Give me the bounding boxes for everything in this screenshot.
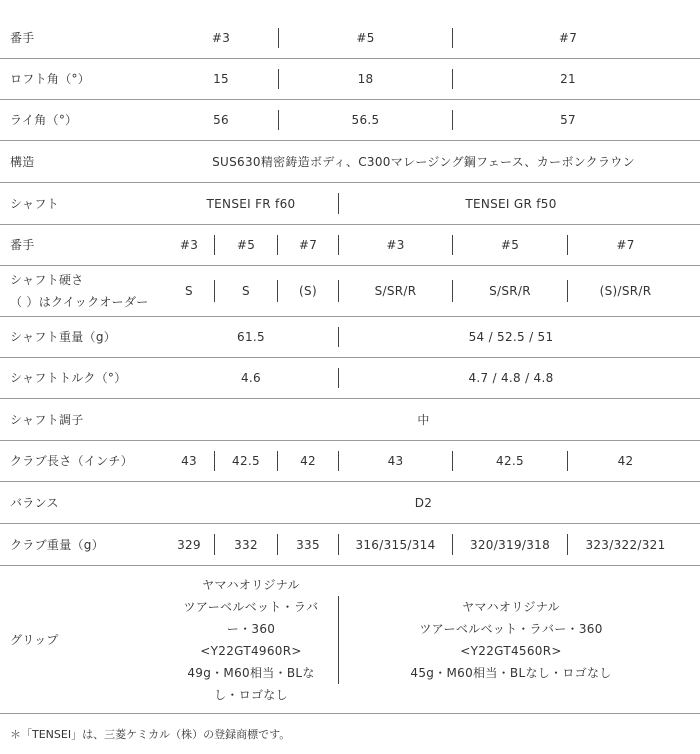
flex-label-line2: （ ）はクイックオーダー [10, 295, 149, 309]
fr-grip-line: 49g・M60相当・BLな [187, 665, 315, 680]
table-row-shaft [0, 183, 700, 225]
shaft-gr-name: TENSEI GR f50 [465, 196, 557, 211]
gr-number-5: #5 [500, 238, 520, 252]
fr-length-3: 43 [181, 454, 197, 468]
fr-grip [164, 566, 338, 713]
gr-grip-line: <Y22GT4560R> [460, 643, 562, 658]
fr-club-weight-5: 332 [234, 537, 258, 552]
number-5: #5 [356, 31, 375, 45]
gr-torque: 4.7 / 4.8 / 4.8 [468, 371, 554, 385]
gr-flex-7: (S)/SR/R [599, 284, 652, 298]
row-label-shaft-weight: シャフト重量（g） [10, 330, 117, 344]
table-row-lie [0, 100, 700, 141]
gr-length-7: 42 [617, 454, 634, 468]
fr-length-5: 42.5 [232, 454, 260, 468]
fr-club-weight-7: 335 [296, 537, 320, 552]
gr-club-weight-5: 320/319/318 [469, 537, 551, 552]
table-row-number [0, 18, 700, 59]
row-label-balance: バランス [10, 495, 59, 510]
table-row-shaft-weight [0, 317, 700, 358]
loft-7: 21 [560, 72, 576, 86]
gr-flex-5: S/SR/R [489, 284, 531, 298]
footnote: ＊「TENSEI」は、三菱ケミカル（株）の登録商標です。 [10, 728, 291, 741]
table-row-flex [0, 266, 700, 317]
fr-flex-7: (S) [299, 284, 317, 298]
balance-value: D2 [414, 495, 433, 510]
fr-number-3: #3 [179, 238, 199, 252]
fr-grip-line: <Y22GT4960R> [200, 643, 302, 658]
fr-number-5: #5 [236, 238, 256, 252]
table-row-balance [0, 482, 700, 524]
row-label-torque: シャフトトルク（°） [10, 371, 127, 385]
row-label-flex [10, 266, 149, 316]
table-row-kick [0, 399, 700, 441]
fr-flex-3: S [185, 284, 193, 298]
fr-grip-line: ヤマハオリジナル [202, 577, 300, 592]
table-row-club-weight [0, 524, 700, 566]
lie-5: 56.5 [351, 113, 380, 127]
row-label-grip: グリップ [10, 632, 59, 647]
number-3: #3 [211, 31, 231, 45]
table-row-number-shaft [0, 225, 700, 266]
gr-shaft-weight: 54 / 52.5 / 51 [468, 330, 554, 344]
fr-torque: 4.6 [241, 371, 261, 385]
fr-grip-line: ツアーベルベット・ラバ [183, 599, 319, 614]
table-row-loft [0, 59, 700, 100]
gr-grip-line: 45g・M60相当・BLなし・ロゴなし [410, 665, 612, 680]
gr-club-weight-3: 316/315/314 [355, 537, 436, 552]
fr-shaft-weight: 61.5 [237, 330, 265, 344]
gr-length-3: 43 [387, 454, 404, 468]
fr-grip-line: ー・360 [226, 621, 276, 636]
table-row-torque [0, 358, 700, 399]
gr-grip-line: ヤマハオリジナル [462, 599, 560, 614]
gr-number-7: #7 [616, 238, 635, 252]
gr-flex-3: S/SR/R [374, 284, 417, 298]
fr-flex-5: S [242, 284, 250, 298]
row-label-number-shaft: 番手 [10, 238, 35, 252]
structure-value: SUS630精密鋳造ボディ、C300マレージング鋼フェース、カーボンクラウン [212, 154, 635, 169]
shaft-fr-name: TENSEI FR f60 [206, 196, 296, 211]
table-row-grip [0, 566, 700, 714]
loft-3: 15 [213, 72, 229, 86]
number-7: #7 [558, 31, 578, 45]
gr-grip [339, 566, 683, 713]
gr-length-5: 42.5 [496, 454, 524, 468]
row-label-number: 番手 [10, 31, 35, 45]
table-row-structure [0, 141, 700, 183]
gr-number-3: #3 [386, 238, 405, 252]
row-label-length: クラブ長さ（インチ） [10, 454, 134, 468]
gr-club-weight-7: 323/322/321 [585, 537, 666, 552]
flex-label-line1: シャフト硬さ [10, 273, 84, 287]
table-row-length [0, 441, 700, 482]
fr-club-weight-3: 329 [177, 537, 201, 552]
fr-length-7: 42 [300, 454, 316, 468]
row-label-kick: シャフト調子 [10, 412, 84, 427]
gr-grip-line: ツアーベルベット・ラバー・360 [419, 621, 603, 636]
loft-5: 18 [357, 72, 374, 86]
lie-3: 56 [213, 113, 229, 127]
fr-number-7: #7 [298, 238, 318, 252]
lie-7: 57 [560, 113, 576, 127]
row-label-club-weight: クラブ重量（g） [10, 537, 105, 552]
row-label-structure: 構造 [10, 154, 35, 169]
fr-grip-line: し・ロゴなし [214, 687, 288, 702]
row-label-loft: ロフト角（°） [10, 72, 91, 86]
row-label-lie: ライ角（°） [10, 113, 78, 127]
row-label-shaft: シャフト [10, 196, 59, 211]
kick-value: 中 [417, 412, 430, 427]
